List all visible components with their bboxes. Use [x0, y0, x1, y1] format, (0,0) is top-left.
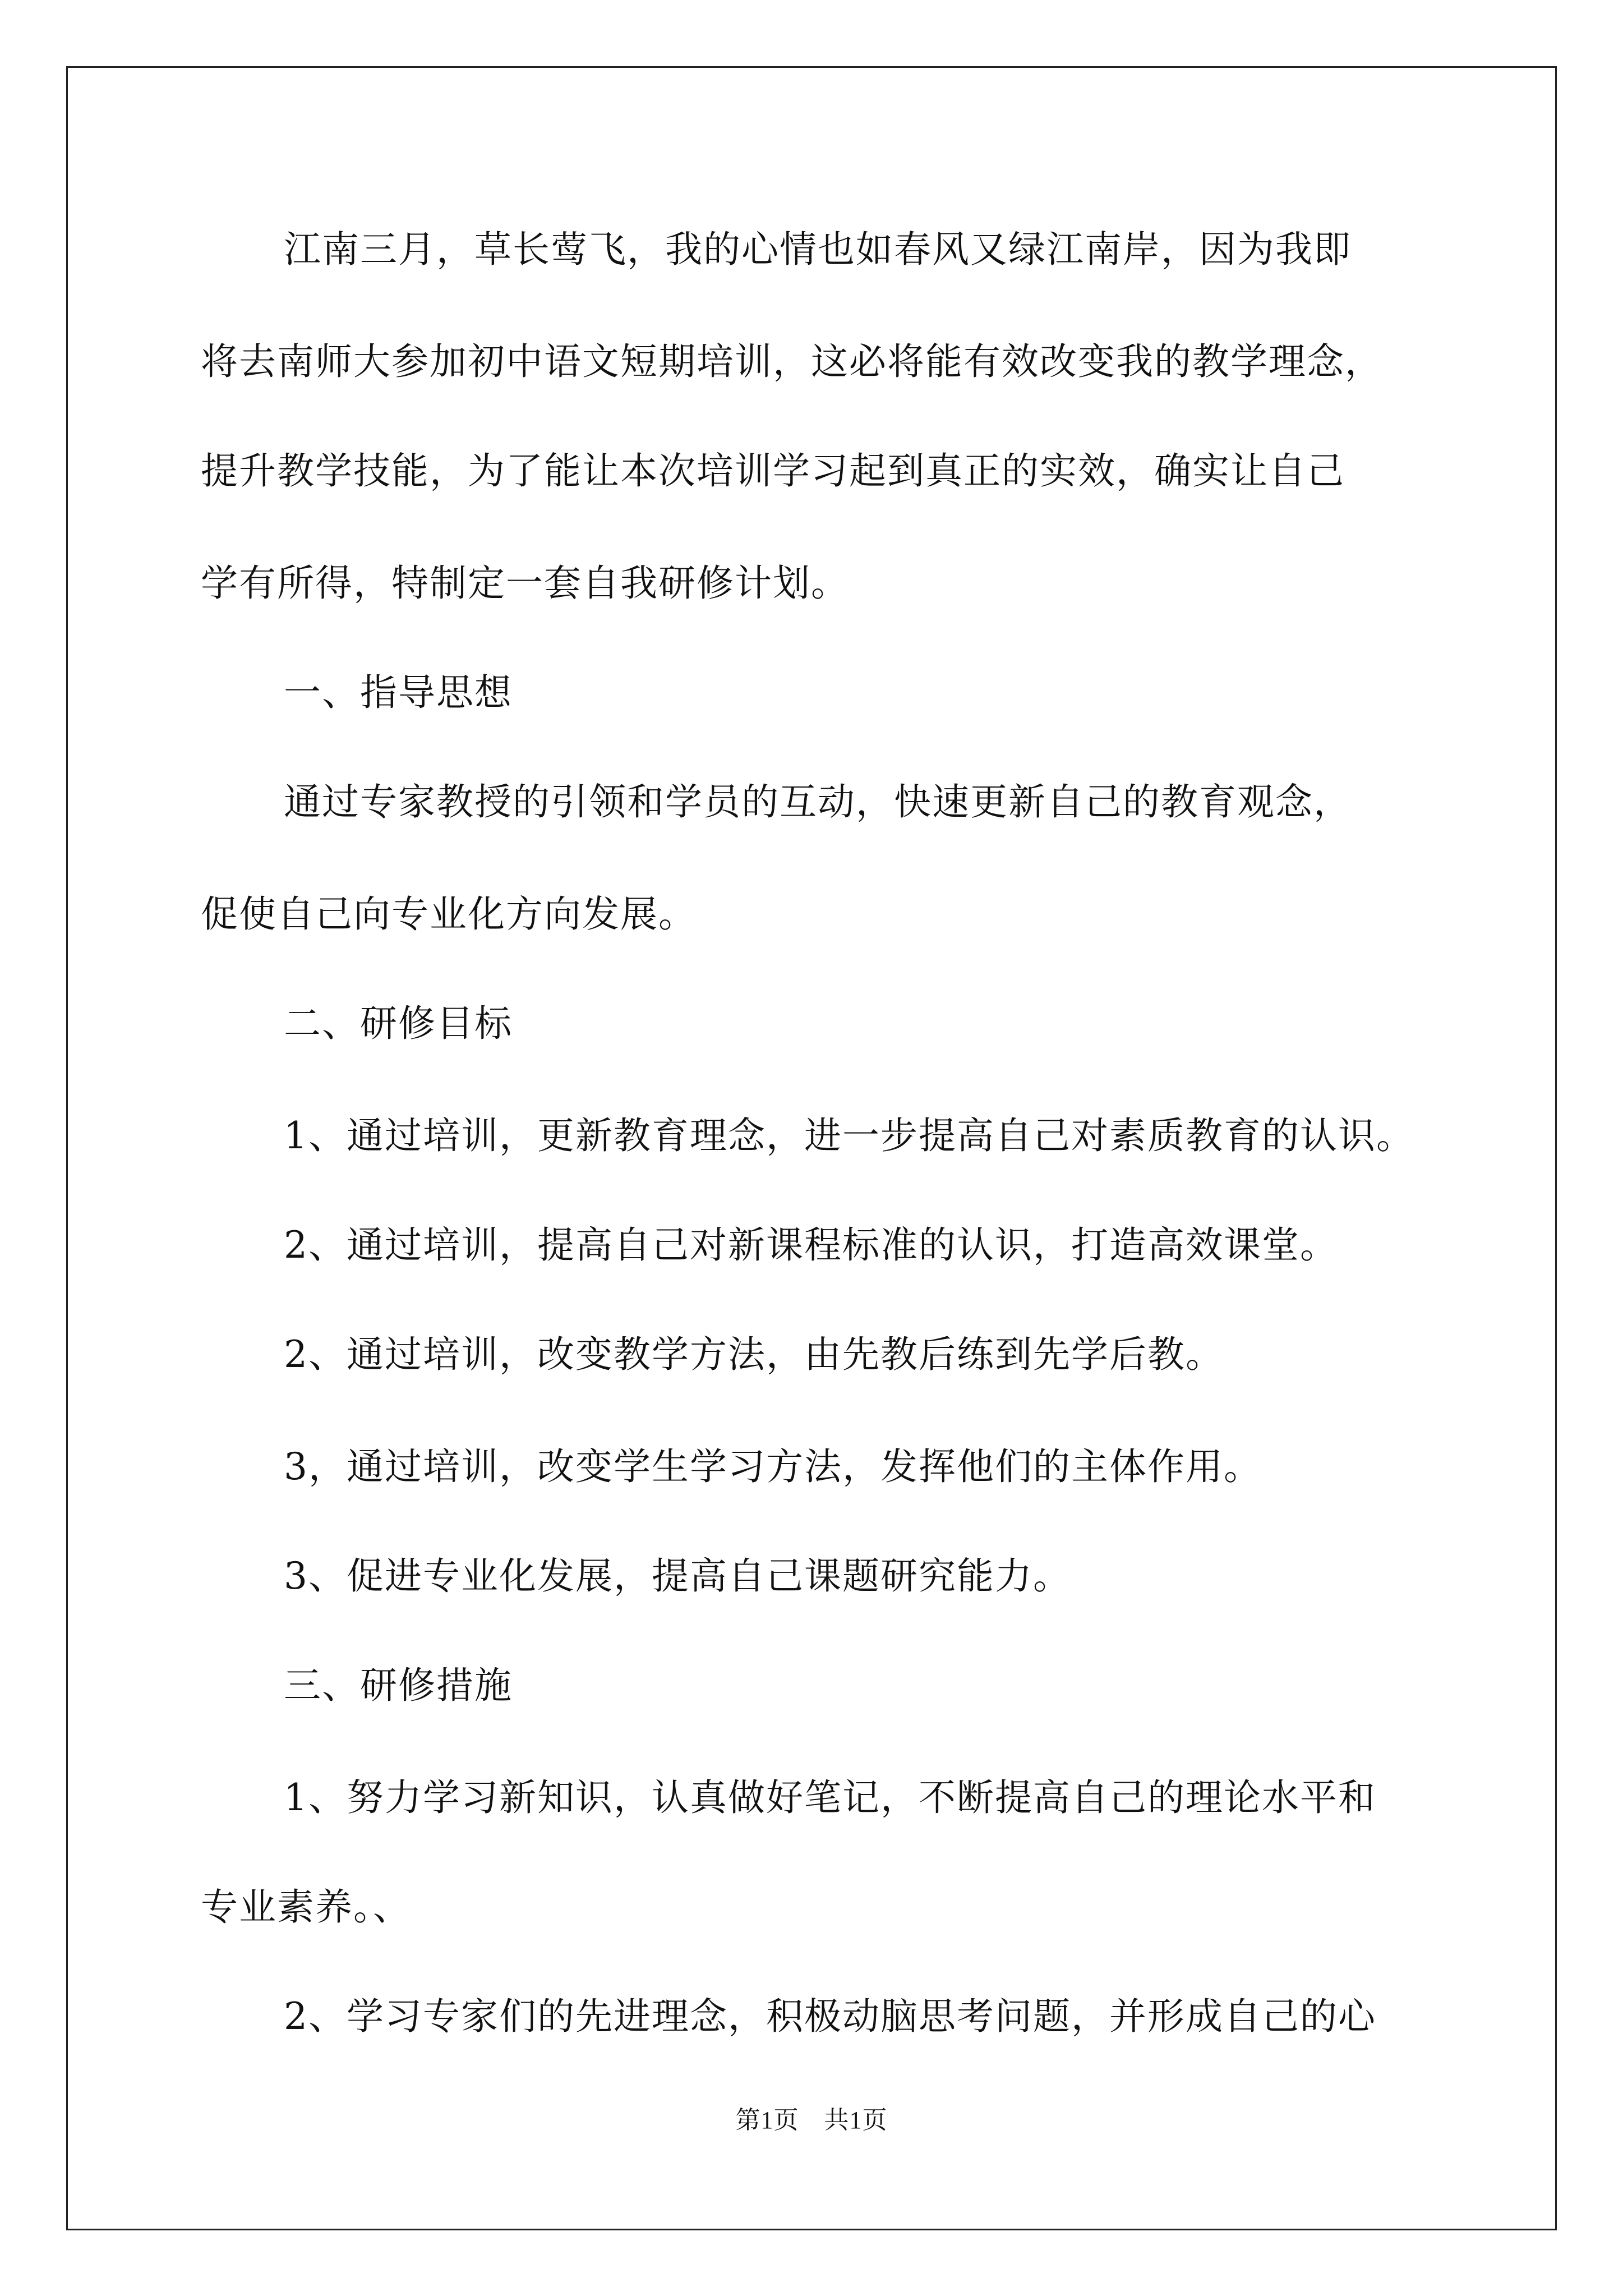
list-item: 2、学习专家们的先进理念，积极动脑思考问题，并形成自己的心	[284, 1995, 1376, 2038]
paragraph-line: 学有所得，特制定一套自我研修计划。	[201, 562, 849, 605]
section-heading: 二、研修目标	[284, 1002, 513, 1045]
section-heading: 三、研修措施	[284, 1664, 513, 1707]
paragraph-line: 将去南师大参加初中语文短期培训，这必将能有效改变我的教学理念，	[201, 340, 1383, 383]
list-item: 3、促进专业化发展，提高自己课题研究能力。	[284, 1554, 1071, 1598]
paragraph-line: 专业素养。、	[201, 1885, 411, 1929]
list-item: 2、通过培训，改变教学方法，由先教后练到先学后教。	[284, 1333, 1224, 1376]
paragraph-line: 提升教学技能，为了能让本次培训学习起到真正的实效，确实让自己	[201, 449, 1345, 493]
page-number-footer: 第1页 共1页	[735, 2106, 888, 2134]
list-item: 1、通过培训，更新教育理念，进一步提高自己对素质教育的认识。	[284, 1114, 1414, 1157]
list-item: 3，通过培训，改变学生学习方法，发挥他们的主体作用。	[284, 1445, 1262, 1488]
paragraph-line: 江南三月，草长莺飞，我的心情也如春风又绿江南岸，因为我即	[284, 228, 1352, 271]
section-heading: 一、指导思想	[284, 671, 513, 714]
paragraph-line: 促使自己向专业化方向发展。	[201, 892, 697, 936]
list-item: 2、通过培训，提高自己对新课程标准的认识，打造高效课堂。	[284, 1223, 1338, 1267]
paragraph-line: 通过专家教授的引领和学员的互动，快速更新自己的教育观念，	[284, 780, 1352, 823]
list-item: 1、努力学习新知识，认真做好笔记，不断提高自己的理论水平和	[284, 1776, 1376, 1819]
